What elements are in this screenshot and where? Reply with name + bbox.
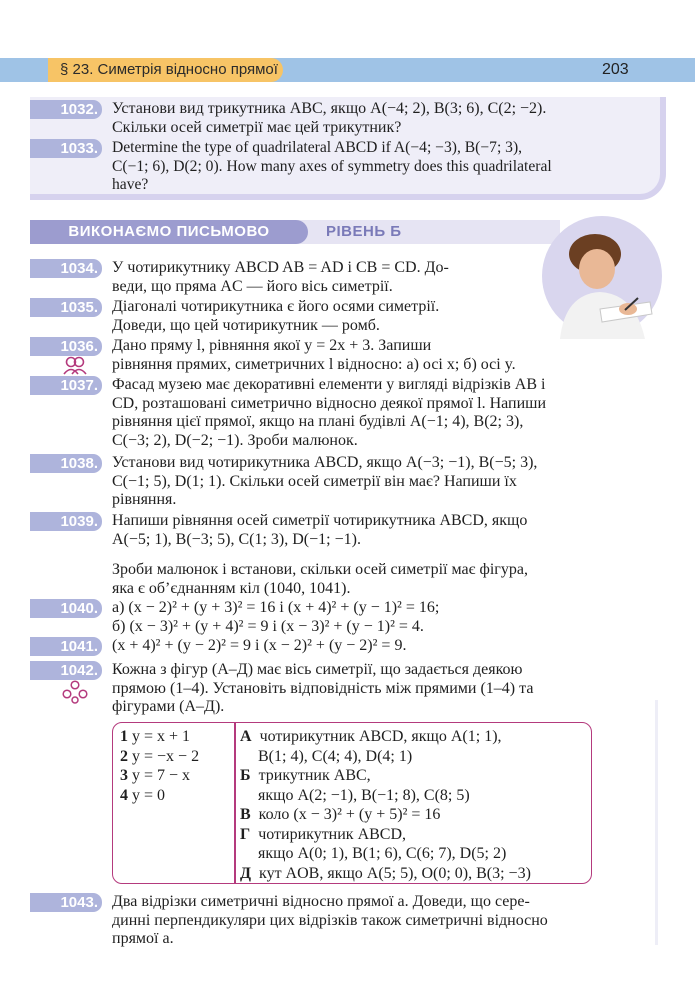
text-line: фігурами (А–Д).: [112, 698, 225, 716]
figure-option-g-cont: якщо A(0; 1), B(1; 6), C(6; 7), D(5; 2): [258, 845, 507, 862]
option-text: y = 0: [132, 786, 166, 804]
text-line: Кожна з фігур (А–Д) має вісь симетрії, що задається деякою: [112, 661, 523, 678]
text-line: яка є об’єднанням кіл (1040, 1041).: [112, 579, 351, 597]
text-line: CD, розташовані симетрично відносно деякої прямої l. Напиши: [112, 394, 547, 412]
figure-option-g: [240, 825, 590, 845]
problem-1039-text: [112, 512, 632, 549]
problem-number-1035: 1035.: [30, 298, 102, 317]
problem-number-1033: 1033.: [30, 139, 102, 158]
option-text: кут AOB, якщо A(5; 5), O(0; 0), B(3; −3): [259, 864, 531, 882]
text-line: Установи вид чотирикутника ABCD, якщо A(−3; −1), B(−5; 3),: [112, 454, 538, 471]
text-line: (x + 4)² + (y − 2)² = 9 і (x − 2)² + (y − 2)² = 9.: [112, 637, 407, 654]
text-line: а) (x − 2)² + (y + 3)² = 16 і (x + 4)² + (y − 1)² = 16;: [112, 599, 440, 616]
text-line: Скільки осей симетрії має цей трикутник?: [112, 118, 402, 136]
section-title: ВИКОНАЄМО ПИСЬМОВО: [30, 220, 308, 244]
text-line: рівняння прямих, симетричних l відносно: а) осі x; б) осі y.: [112, 355, 516, 373]
figure-option-a-cont: B(1; 4), C(4; 4), D(4; 1): [258, 747, 413, 765]
line-option-1: [120, 727, 199, 747]
margin-rule: [655, 700, 658, 945]
text-line: Determine the type of quadrilateral ABCD if A(−4; −3), B(−7; 3),: [112, 139, 523, 156]
text-line: A(−5; 1), B(−3; 5), C(1; 3), D(−1; −1).: [112, 530, 361, 548]
option-key: А: [240, 728, 252, 745]
line-option-4: [120, 786, 199, 806]
option-text: y = x + 1: [132, 728, 191, 745]
text-line: Дано пряму l, рівняння якої y = 2x + 3. Запиши: [112, 337, 432, 354]
text-line: прямої a.: [112, 930, 174, 948]
figure-option-a: [240, 727, 590, 747]
problem-1035-text: [112, 298, 527, 335]
text-line: Два відрізки симетричні відносно прямої a. Доведи, що сере-: [112, 893, 530, 910]
text-line: C(−3; 2), D(−2; −1). Зроби малюнок.: [112, 432, 358, 450]
problem-number-1042: 1042.: [30, 661, 102, 680]
text-line: Установи вид трикутника ABC, якщо A(−4; 2), B(3; 6), C(2; −2).: [112, 100, 547, 117]
problem-number-1032: 1032.: [30, 100, 102, 119]
text-line: прямою (1–4). Установіть відповідність між прямими (1–4) та: [112, 679, 534, 697]
problem-number-1041: 1041.: [30, 637, 102, 656]
text-line: У чотирикутнику ABCD AB = AD і CB = CD. До-: [112, 259, 449, 276]
option-key: В: [240, 806, 251, 823]
text-line: C(−1; 6), D(2; 0). How many axes of symmetry does this quadrilateral: [112, 157, 552, 175]
pair-work-icon: [62, 356, 88, 376]
problem-number-1043: 1043.: [30, 893, 102, 912]
option-key: 1: [120, 728, 128, 745]
option-key: Г: [240, 825, 251, 843]
section-header-title: § 23. Симетрія відносно прямої: [48, 58, 283, 82]
problem-1033-text: [112, 139, 632, 195]
circles-intro-text: [112, 561, 632, 598]
text-line: Діагоналі чотирикутника є його осями симетрії.: [112, 298, 440, 315]
option-text: чотирикутник ABCD, якщо A(1; 1),: [259, 728, 502, 745]
figure-option-b-cont: якщо A(2; −1), B(−1; 8), C(8; 5): [258, 786, 470, 804]
problem-1040-text: [112, 599, 632, 636]
figure-option-v: [240, 805, 590, 825]
problem-1043-text: [112, 893, 632, 949]
option-key: 3: [120, 767, 128, 784]
option-text: трикутник ABC,: [258, 767, 371, 784]
lines-column: [120, 727, 199, 805]
problem-1037-text: [112, 376, 632, 451]
page-number: 203: [602, 61, 629, 78]
text-line: рівняння цієї прямої, якщо на плані будівлі A(−1; 4), B(2; 3),: [112, 413, 524, 431]
text-line: Напиши рівняння осей симетрії чотирикутника ABCD, якщо: [112, 512, 528, 529]
line-option-2: [120, 747, 199, 767]
figures-column: [240, 727, 590, 883]
text-line: C(−1; 5), D(1; 1). Скільки осей симетрії він має? Напиши їх: [112, 472, 517, 490]
text-line: Фасад музею має декоративні елементи у вигляді відрізків AB і: [112, 376, 546, 393]
option-text: y = −x − 2: [132, 747, 200, 765]
option-key: Д: [240, 864, 252, 882]
option-text: коло (x − 3)² + (y + 5)² = 16: [258, 806, 441, 823]
problem-1038-text: [112, 454, 632, 510]
text-line: Доведи, що цей чотирикутник — ромб.: [112, 316, 380, 334]
problem-number-1037: 1037.: [30, 376, 102, 395]
problem-1034-text: [112, 259, 527, 296]
option-key: Б: [240, 767, 251, 784]
option-text: y = 7 − x: [132, 767, 191, 784]
problem-number-1039: 1039.: [30, 512, 102, 531]
problem-1042-text: [112, 661, 632, 717]
student-writing-illustration: [540, 214, 665, 339]
option-text: чотирикутник ABCD,: [258, 825, 407, 843]
option-key: 2: [120, 747, 128, 765]
matching-divider: [234, 722, 236, 884]
problem-1036-text: [112, 337, 632, 374]
group-work-icon: [62, 680, 88, 704]
figure-option-d: [240, 864, 590, 884]
text-line: have?: [112, 176, 149, 194]
problem-number-1036: 1036.: [30, 337, 102, 356]
problem-1041-text: [112, 637, 632, 656]
problem-number-1034: 1034.: [30, 259, 102, 278]
problem-1032-text: [112, 100, 632, 137]
line-option-3: [120, 766, 199, 786]
section-level: РІВЕНЬ Б: [326, 223, 402, 240]
text-line: б) (x − 3)² + (y + 4)² = 9 і (x − 3)² + (y − 1)² = 4.: [112, 617, 424, 635]
text-line: Зроби малюнок і встанови, скільки осей симетрії має фігура,: [112, 561, 528, 578]
text-line: динні перпендикуляри цих відрізків також симетричні відносно: [112, 911, 548, 929]
problem-number-1038: 1038.: [30, 454, 102, 473]
problem-number-1040: 1040.: [30, 599, 102, 618]
option-key: 4: [120, 786, 128, 804]
figure-option-b: [240, 766, 590, 786]
text-line: рівняння.: [112, 491, 177, 509]
text-line: веди, що пряма AC — його вісь симетрії.: [112, 277, 393, 295]
